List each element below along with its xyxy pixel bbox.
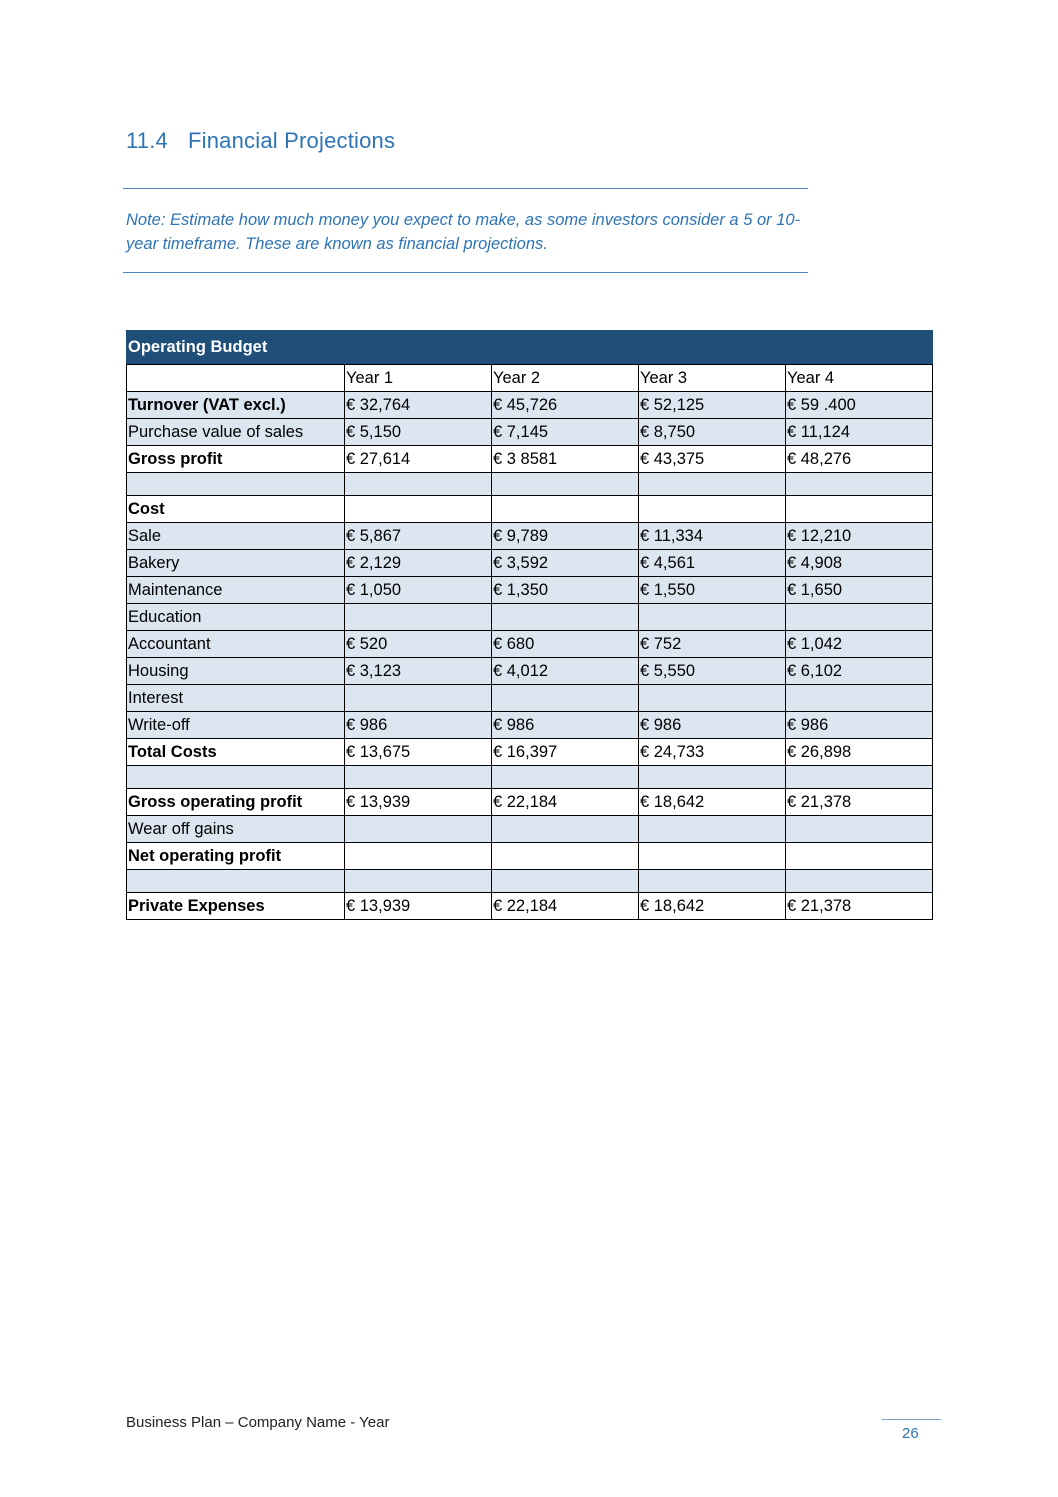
value-cell: € 22,184 — [492, 789, 639, 816]
row-label: Net operating profit — [127, 843, 345, 870]
value-cell: € 4,908 — [786, 550, 933, 577]
value-cell: € 5,867 — [345, 523, 492, 550]
table-title: Operating Budget — [127, 331, 933, 365]
table-row — [127, 419, 933, 446]
value-cell: € 986 — [639, 712, 786, 739]
table-row — [127, 816, 933, 843]
table-row — [127, 658, 933, 685]
value-cell — [345, 473, 492, 496]
row-label: Cost — [127, 496, 345, 523]
value-cell — [639, 870, 786, 893]
value-cell: € 13,675 — [345, 739, 492, 766]
value-cell: € 3 8581 — [492, 446, 639, 473]
value-cell: € 59 .400 — [786, 392, 933, 419]
section-number: 11.4 — [126, 128, 168, 153]
table-header-row — [127, 365, 933, 392]
value-cell: € 12,210 — [786, 523, 933, 550]
value-cell: € 22,184 — [492, 893, 639, 920]
value-cell — [639, 685, 786, 712]
row-label: Wear off gains — [127, 816, 345, 843]
value-cell: € 24,733 — [639, 739, 786, 766]
value-cell: € 48,276 — [786, 446, 933, 473]
row-label: Purchase value of sales — [127, 419, 345, 446]
value-cell — [345, 766, 492, 789]
value-cell — [786, 473, 933, 496]
value-cell: € 13,939 — [345, 893, 492, 920]
header-cell: Year 2 — [492, 365, 639, 392]
row-label — [127, 766, 345, 789]
value-cell — [639, 843, 786, 870]
value-cell: € 21,378 — [786, 789, 933, 816]
value-cell — [492, 766, 639, 789]
table-row — [127, 550, 933, 577]
value-cell — [492, 604, 639, 631]
value-cell — [492, 685, 639, 712]
value-cell: € 7,145 — [492, 419, 639, 446]
value-cell — [786, 870, 933, 893]
value-cell — [492, 496, 639, 523]
value-cell — [345, 843, 492, 870]
value-cell — [492, 843, 639, 870]
value-cell — [345, 604, 492, 631]
table-row — [127, 739, 933, 766]
value-cell: € 6,102 — [786, 658, 933, 685]
section-title: Financial Projections — [188, 128, 396, 153]
value-cell: € 4,561 — [639, 550, 786, 577]
header-cell: Year 3 — [639, 365, 786, 392]
value-cell: € 26,898 — [786, 739, 933, 766]
row-label — [127, 870, 345, 893]
value-cell: € 11,334 — [639, 523, 786, 550]
header-cell — [127, 365, 345, 392]
value-cell: € 4,012 — [492, 658, 639, 685]
note-top-divider — [123, 188, 808, 189]
value-cell — [492, 816, 639, 843]
row-label: Gross operating profit — [127, 789, 345, 816]
value-cell — [639, 496, 786, 523]
note-bottom-divider — [123, 272, 808, 273]
value-cell — [786, 843, 933, 870]
value-cell: € 986 — [492, 712, 639, 739]
table-spacer-row — [127, 766, 933, 789]
value-cell: € 13,939 — [345, 789, 492, 816]
row-label: Turnover (VAT excl.) — [127, 392, 345, 419]
value-cell — [492, 473, 639, 496]
value-cell: € 1,550 — [639, 577, 786, 604]
value-cell: € 1,042 — [786, 631, 933, 658]
row-label — [127, 473, 345, 496]
value-cell: € 5,550 — [639, 658, 786, 685]
table-row — [127, 712, 933, 739]
value-cell — [345, 685, 492, 712]
value-cell: € 680 — [492, 631, 639, 658]
row-label: Accountant — [127, 631, 345, 658]
table-row — [127, 496, 933, 523]
footer-text: Business Plan – Company Name - Year — [126, 1414, 390, 1431]
table-row — [127, 604, 933, 631]
value-cell — [786, 766, 933, 789]
header-cell: Year 1 — [345, 365, 492, 392]
value-cell: € 52,125 — [639, 392, 786, 419]
row-label: Housing — [127, 658, 345, 685]
value-cell — [786, 496, 933, 523]
value-cell: € 18,642 — [639, 893, 786, 920]
table-row — [127, 893, 933, 920]
value-cell: € 5,150 — [345, 419, 492, 446]
table-row — [127, 631, 933, 658]
table-row — [127, 523, 933, 550]
row-label: Total Costs — [127, 739, 345, 766]
table-row — [127, 843, 933, 870]
header-cell: Year 4 — [786, 365, 933, 392]
value-cell: € 32,764 — [345, 392, 492, 419]
row-label: Interest — [127, 685, 345, 712]
value-cell: € 3,123 — [345, 658, 492, 685]
value-cell: € 27,614 — [345, 446, 492, 473]
value-cell: € 986 — [786, 712, 933, 739]
value-cell — [492, 870, 639, 893]
table-row — [127, 685, 933, 712]
row-label: Write-off — [127, 712, 345, 739]
value-cell: € 752 — [639, 631, 786, 658]
footer-divider — [882, 1419, 941, 1420]
value-cell — [639, 816, 786, 843]
value-cell — [639, 473, 786, 496]
value-cell: € 1,350 — [492, 577, 639, 604]
value-cell: € 45,726 — [492, 392, 639, 419]
row-label: Gross profit — [127, 446, 345, 473]
value-cell: € 11,124 — [786, 419, 933, 446]
value-cell — [345, 496, 492, 523]
value-cell: € 8,750 — [639, 419, 786, 446]
value-cell: € 986 — [345, 712, 492, 739]
value-cell: € 1,050 — [345, 577, 492, 604]
value-cell: € 16,397 — [492, 739, 639, 766]
row-label: Private Expenses — [127, 893, 345, 920]
table-title-row — [127, 331, 933, 365]
value-cell — [639, 604, 786, 631]
table-row — [127, 392, 933, 419]
value-cell: € 3,592 — [492, 550, 639, 577]
row-label: Education — [127, 604, 345, 631]
value-cell — [345, 870, 492, 893]
table-row — [127, 789, 933, 816]
value-cell: € 2,129 — [345, 550, 492, 577]
table-row — [127, 577, 933, 604]
value-cell: € 18,642 — [639, 789, 786, 816]
row-label: Maintenance — [127, 577, 345, 604]
table-spacer-row — [127, 473, 933, 496]
value-cell: € 43,375 — [639, 446, 786, 473]
value-cell: € 21,378 — [786, 893, 933, 920]
page-number: 26 — [902, 1425, 919, 1442]
value-cell — [786, 604, 933, 631]
operating-budget-table — [126, 330, 933, 920]
row-label: Sale — [127, 523, 345, 550]
table-row — [127, 446, 933, 473]
section-heading — [126, 128, 395, 154]
value-cell: € 1,650 — [786, 577, 933, 604]
value-cell — [639, 766, 786, 789]
note-text: Note: Estimate how much money you expect to make, as some investors consider a 5 or 10-year timeframe. These are known as financial projections. — [126, 211, 801, 253]
table-spacer-row — [127, 870, 933, 893]
row-label: Bakery — [127, 550, 345, 577]
value-cell — [786, 816, 933, 843]
value-cell: € 9,789 — [492, 523, 639, 550]
value-cell — [786, 685, 933, 712]
value-cell: € 520 — [345, 631, 492, 658]
value-cell — [345, 816, 492, 843]
